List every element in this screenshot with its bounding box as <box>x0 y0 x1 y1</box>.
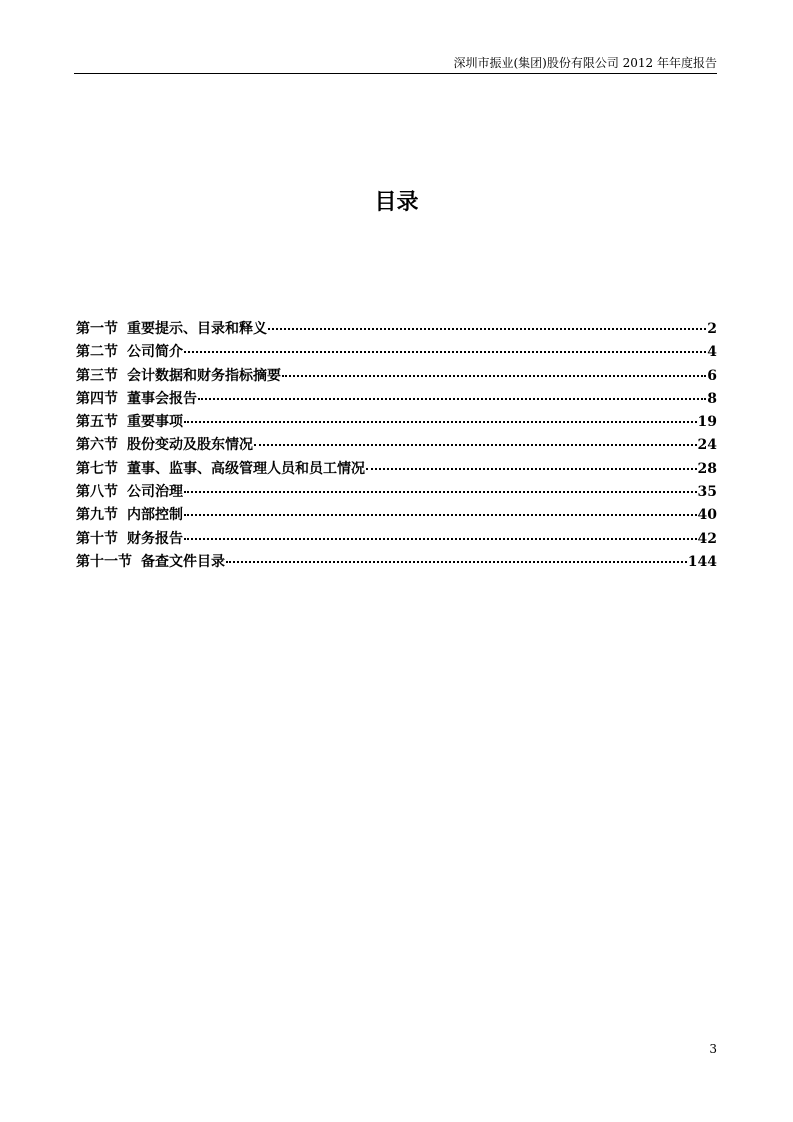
toc-entry[interactable] <box>76 504 717 527</box>
toc-dot-leader <box>184 491 697 493</box>
toc-dot-leader <box>184 351 706 353</box>
toc-page-number: 19 <box>697 414 717 431</box>
toc-section-number: 第六节 <box>76 437 118 454</box>
toc-page-number: 35 <box>697 484 717 501</box>
toc-section-number: 第九节 <box>76 507 118 524</box>
toc-dot-leader <box>184 538 697 540</box>
toc-entry[interactable] <box>76 528 717 551</box>
toc-section-number: 第十一节 <box>76 553 132 570</box>
toc-section-number: 第十节 <box>76 530 118 547</box>
toc-section-title: 公司简介 <box>127 344 183 361</box>
toc-dot-leader <box>268 328 706 330</box>
toc-section-title: 股份变动及股东情况 <box>127 437 253 454</box>
toc-page-number: 6 <box>707 367 717 384</box>
toc-section-number: 第三节 <box>76 367 118 384</box>
toc-entry[interactable] <box>76 411 717 434</box>
toc-section-title: 会计数据和财务指标摘要 <box>127 367 281 384</box>
toc-page-number: 8 <box>707 390 717 407</box>
toc-section-title: 备查文件目录 <box>141 553 225 570</box>
toc-section-title: 公司治理 <box>127 484 183 501</box>
header-rule <box>74 73 717 74</box>
toc-section-number: 第二节 <box>76 344 118 361</box>
toc-entry[interactable] <box>76 365 717 388</box>
toc-section-number: 第一节 <box>76 321 118 337</box>
toc-page-number: 40 <box>697 507 717 524</box>
toc-section-title: 重要事项 <box>127 414 183 431</box>
toc-section-number: 第五节 <box>76 414 118 431</box>
toc-section-number: 第八节 <box>76 484 118 501</box>
toc-entry[interactable] <box>76 481 717 504</box>
toc-entry[interactable] <box>76 318 717 341</box>
toc-page-number: 2 <box>707 321 717 337</box>
toc-dot-leader <box>184 421 697 423</box>
toc-section-title: 财务报告 <box>127 530 183 547</box>
toc-page-number: 4 <box>707 344 717 361</box>
toc-dot-leader <box>226 561 687 563</box>
toc-page-number: 24 <box>697 437 717 454</box>
running-header: 深圳市振业(集团)股份有限公司 2012 年年度报告 <box>453 56 717 70</box>
toc-section-title: 董事、监事、高级管理人员和员工情况 <box>127 460 365 477</box>
toc-section-title: 内部控制 <box>127 507 183 524</box>
toc-dot-leader <box>184 514 697 516</box>
toc-section-number: 第四节 <box>76 390 118 407</box>
toc-entry[interactable] <box>76 434 717 457</box>
toc-entry[interactable] <box>76 551 717 574</box>
toc-page-number: 28 <box>697 460 717 477</box>
toc-dot-leader <box>198 398 706 400</box>
toc-page-number: 42 <box>697 530 717 547</box>
toc-entry[interactable] <box>76 341 717 364</box>
toc-section-title: 重要提示、目录和释义 <box>127 321 267 337</box>
toc-entry[interactable] <box>76 458 717 481</box>
toc-dot-leader <box>254 444 697 446</box>
page-number: 3 <box>709 1042 717 1056</box>
toc-section-number: 第七节 <box>76 460 118 477</box>
toc-section-title: 董事会报告 <box>127 390 197 407</box>
toc-page-number: 144 <box>687 553 717 570</box>
toc-entry[interactable] <box>76 388 717 411</box>
toc-dot-leader <box>366 468 697 470</box>
page-title: 目录 <box>374 190 419 215</box>
toc-dot-leader <box>282 375 706 377</box>
table-of-contents <box>76 318 717 574</box>
